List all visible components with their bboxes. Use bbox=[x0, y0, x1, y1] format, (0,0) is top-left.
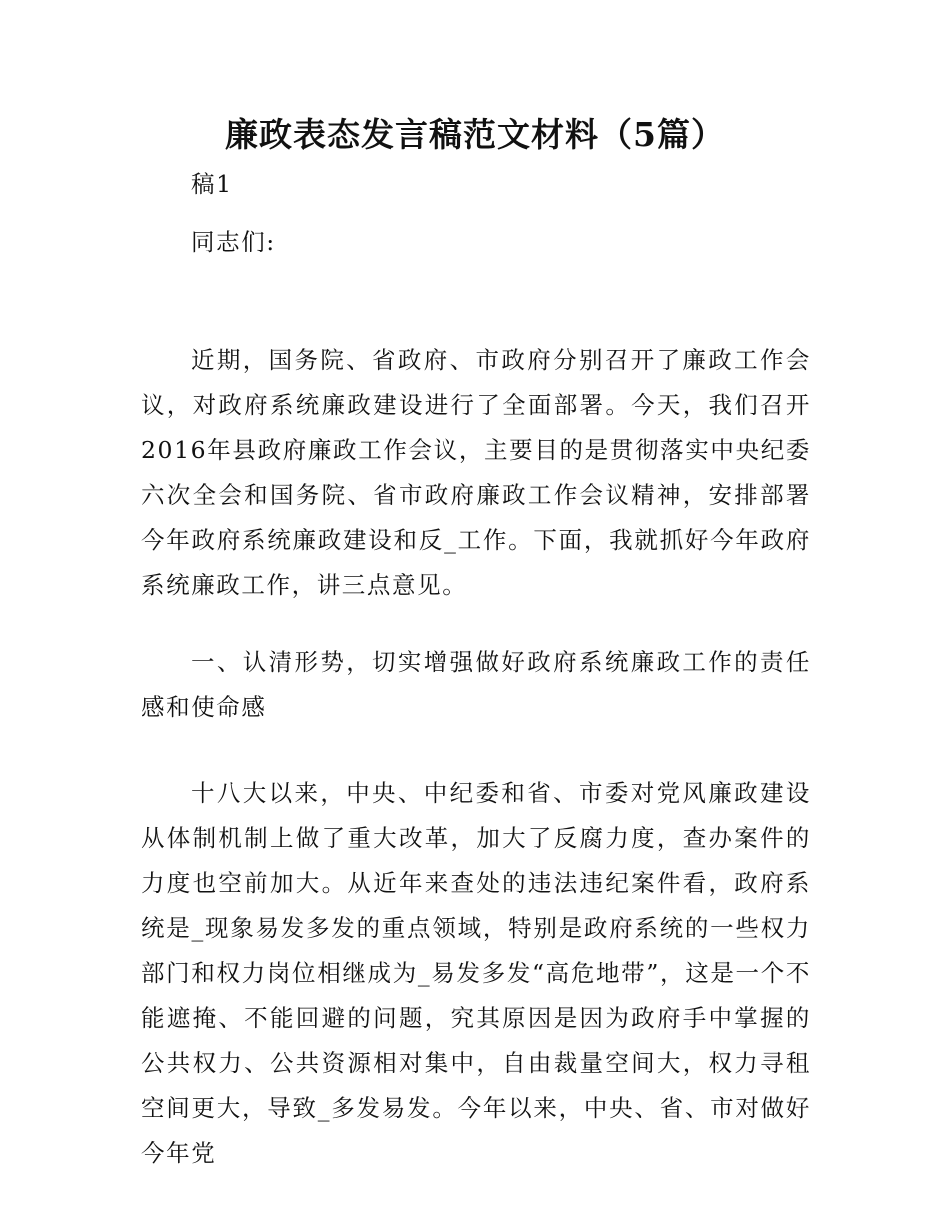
paragraph-draft-number: 稿1 bbox=[191, 170, 233, 198]
paragraph-intro: 近期，国务院、省政府、市政府分别召开了廉政工作会议，对政府系统廉政建设进行了全面部署。今天，我们召开2016年县政府廉政工作会议，主要目的是贯彻落实中央纪委六次全会和国务院、省市政府廉政工作会议精神，安排部署今年政府系统廉政建设和反_工作。下面，我就抓好今年政府系统廉政工作，讲三点意见。 bbox=[141, 346, 811, 599]
paragraph-section-one-body: 十八大以来，中央、中纪委和省、市委对党风廉政建设从体制机制上做了重大改革，加大了反腐力度，查办案件的力度也空前加大。从近年来查处的违法违纪案件看，政府系统是_现象易发多发的重点领域，特别是政府系统的一些权力部门和权力岗位相继成为_易发多发“高危地带”，这是一个不能遮掩、不能回避的问题，究其原因是因为政府手中掌握的公共权力、公共资源相对集中，自由裁量空间大，权力寻租空间更大，导致_多发易发。今年以来，中央、省、市对做好今年党 bbox=[141, 779, 811, 1167]
document-title: 廉政表态发言稿范文材料（5篇） bbox=[225, 115, 725, 154]
section-heading-one: 一、认清形势，切实增强做好政府系统廉政工作的责任感和使命感 bbox=[141, 648, 811, 721]
paragraph-salutation: 同志们: bbox=[191, 228, 276, 256]
